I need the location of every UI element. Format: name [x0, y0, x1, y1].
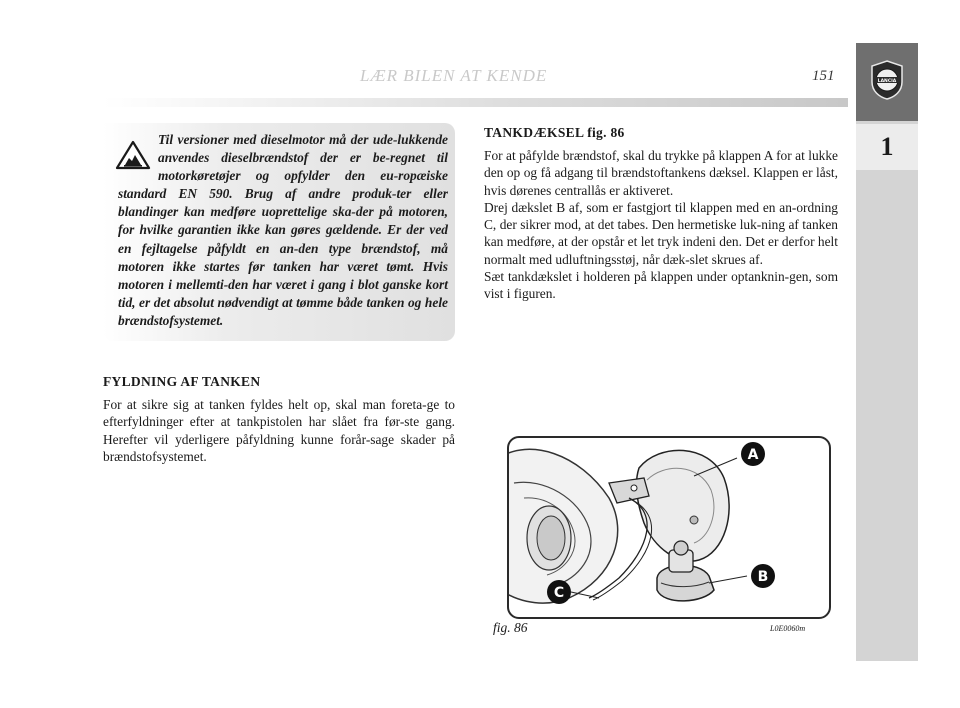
- svg-text:C: C: [553, 585, 565, 601]
- svg-text:A: A: [747, 447, 759, 463]
- fuel-cap-paragraph-2: Drej dækslet B af, som er fastgjort til klappen med en an-ordning C, der sikrer mod, at det tabes. Den hermetiske luk-ning af tanken kan medføre, at der opstår et let tryk indeni den. Det er derfor helt normalt med udluftningsstøj, når dæk-slet skrues af.: [484, 199, 838, 267]
- fuel-cap-illustration: [509, 438, 829, 617]
- fuel-cap-section: [484, 125, 838, 303]
- figure-caption: fig. 86: [493, 620, 528, 635]
- figure-code: L0E0060m: [770, 624, 806, 633]
- header-divider: [103, 98, 848, 107]
- callout-a: [741, 442, 765, 466]
- fuel-cap-paragraph-1: For at påfylde brændstof, skal du trykke på klappen A for at lukke den op og få adgang til brændstoftankens dæksel. Klappen er låst, hvis dørenes centrallås er aktiveret.: [484, 148, 838, 198]
- fuel-cap-heading: TANKDÆKSEL fig. 86: [484, 125, 625, 140]
- svg-text:LANCIA: LANCIA: [877, 79, 897, 84]
- refuel-section: [103, 374, 455, 465]
- refuel-body: For at sikre sig at tanken fyldes helt op, skal man foreta-ge to efterfyldninger efter at tankpistolen har slået fra før-ste gang. Herefter vil yderligere påfyldning kunne forår-sage skader på brændstofsystemet.: [103, 397, 455, 464]
- running-header-title: LÆR BILEN AT KENDE: [360, 66, 548, 85]
- refuel-heading: FYLDNING AF TANKEN: [103, 374, 261, 389]
- lancia-logo-icon: [869, 60, 905, 100]
- warning-text: Til versioner med dieselmotor må der ude-lukkende anvendes dieselbrændstof der er be-regnet til motorkøretøjer og opfylder den eu-ropæiske standard EN 590. Brug af andre produk-ter eller blandinger kan medføre uoprettelige ska-der på motoren, for hvilke garantien ikke kan gøres gældende. Er der ved en fejltagelse påfyldt en an-den type brændstof, må motoren ikke startes før tanken har været tømt. Hvis motoren i mellemti-den har været i gang i blot ganske kort tid, er det absolut nødvendigt at tømme både tanken og hele brændstofsystemet.: [118, 132, 448, 328]
- page-number: 151: [812, 68, 835, 84]
- svg-text:B: B: [757, 569, 769, 585]
- callout-b: [751, 564, 775, 588]
- fuel-cap-paragraph-3: Sæt tankdækslet i holderen på klappen under optanknin-gen, som vist i figuren.: [484, 269, 838, 302]
- callout-c: [547, 580, 571, 604]
- fuel-cap-figure: [507, 436, 831, 619]
- chapter-tab[interactable]: 1: [856, 124, 918, 170]
